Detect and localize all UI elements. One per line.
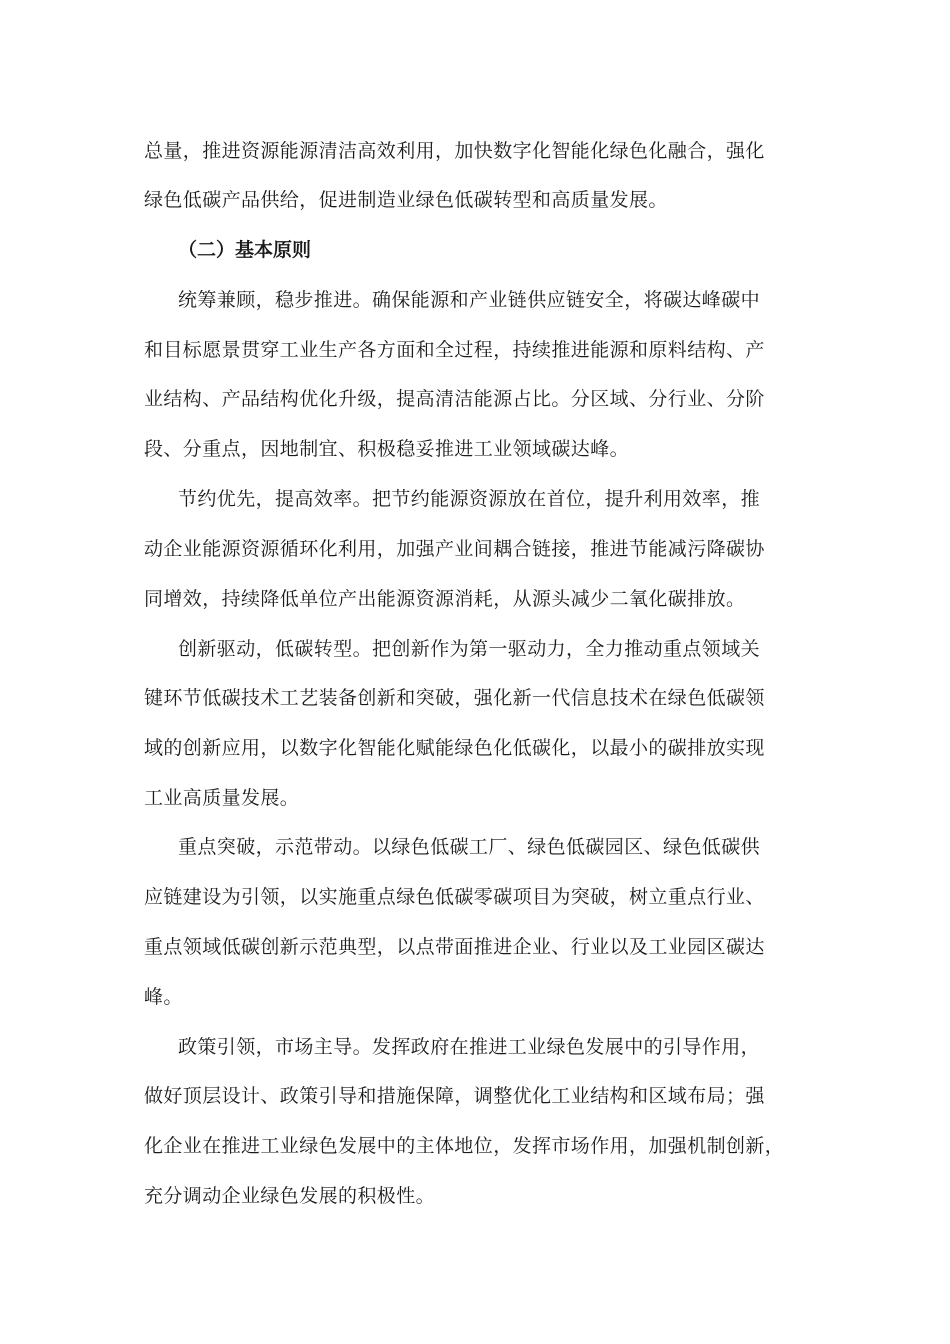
paragraph-line: 工业高质量发展。 [144, 787, 300, 809]
intro-line: 总量，推进资源能源清洁高效利用，加快数字化智能化绿色化融合，强化 [144, 140, 765, 162]
paragraph-line: 化企业在推进工业绿色发展中的主体地位，发挥市场作用，加强机制创新， [144, 1135, 785, 1157]
intro-line: 绿色低碳产品供给，促进制造业绿色低碳转型和高质量发展。 [144, 189, 668, 211]
paragraph-line: 创新驱动，低碳转型。把创新作为第一驱动力，全力推动重点领域关 [178, 638, 761, 660]
paragraph-line: 域的创新应用，以数字化智能化赋能绿色化低碳化，以最小的碳排放实现 [144, 737, 765, 759]
paragraph-line: 充分调动企业绿色发展的积极性。 [144, 1185, 436, 1207]
paragraph-line: 统筹兼顾，稳步推进。确保能源和产业链供应链安全，将碳达峰碳中 [178, 289, 761, 311]
paragraph-line: 节约优先，提高效率。把节约能源资源放在首位，提升利用效率，推 [178, 488, 761, 510]
paragraph-line: 应链建设为引领，以实施重点绿色低碳零碳项目为突破，树立重点行业、 [144, 886, 765, 908]
paragraph-line: 动企业能源资源循环化利用，加强产业间耦合链接，推进节能减污降碳协 [144, 538, 765, 560]
paragraph-line: 政策引领，市场主导。发挥政府在推进工业绿色发展中的引导作用， [178, 1036, 761, 1058]
paragraph-line: 重点突破，示范带动。以绿色低碳工厂、绿色低碳园区、绿色低碳供 [178, 836, 761, 858]
paragraph-line: 重点领域低碳创新示范典型，以点带面推进企业、行业以及工业园区碳达 [144, 936, 765, 958]
paragraph-line: 业结构、产品结构优化升级，提高清洁能源占比。分区域、分行业、分阶 [144, 388, 765, 410]
paragraph-line: 同增效，持续降低单位产出能源资源消耗，从源头减少二氧化碳排放。 [144, 588, 746, 610]
paragraph-line: 峰。 [144, 986, 183, 1008]
paragraph-line: 做好顶层设计、政策引导和措施保障，调整优化工业结构和区域布局；强 [144, 1085, 765, 1107]
paragraph-line: 和目标愿景贯穿工业生产各方面和全过程，持续推进能源和原料结构、产 [144, 339, 765, 361]
paragraph-line: 键环节低碳技术工艺装备创新和突破，强化新一代信息技术在绿色低碳领 [144, 687, 765, 709]
section-heading: （二）基本原则 [178, 239, 312, 261]
paragraph-line: 段、分重点，因地制宜、积极稳妥推进工业领域碳达峰。 [144, 438, 630, 460]
